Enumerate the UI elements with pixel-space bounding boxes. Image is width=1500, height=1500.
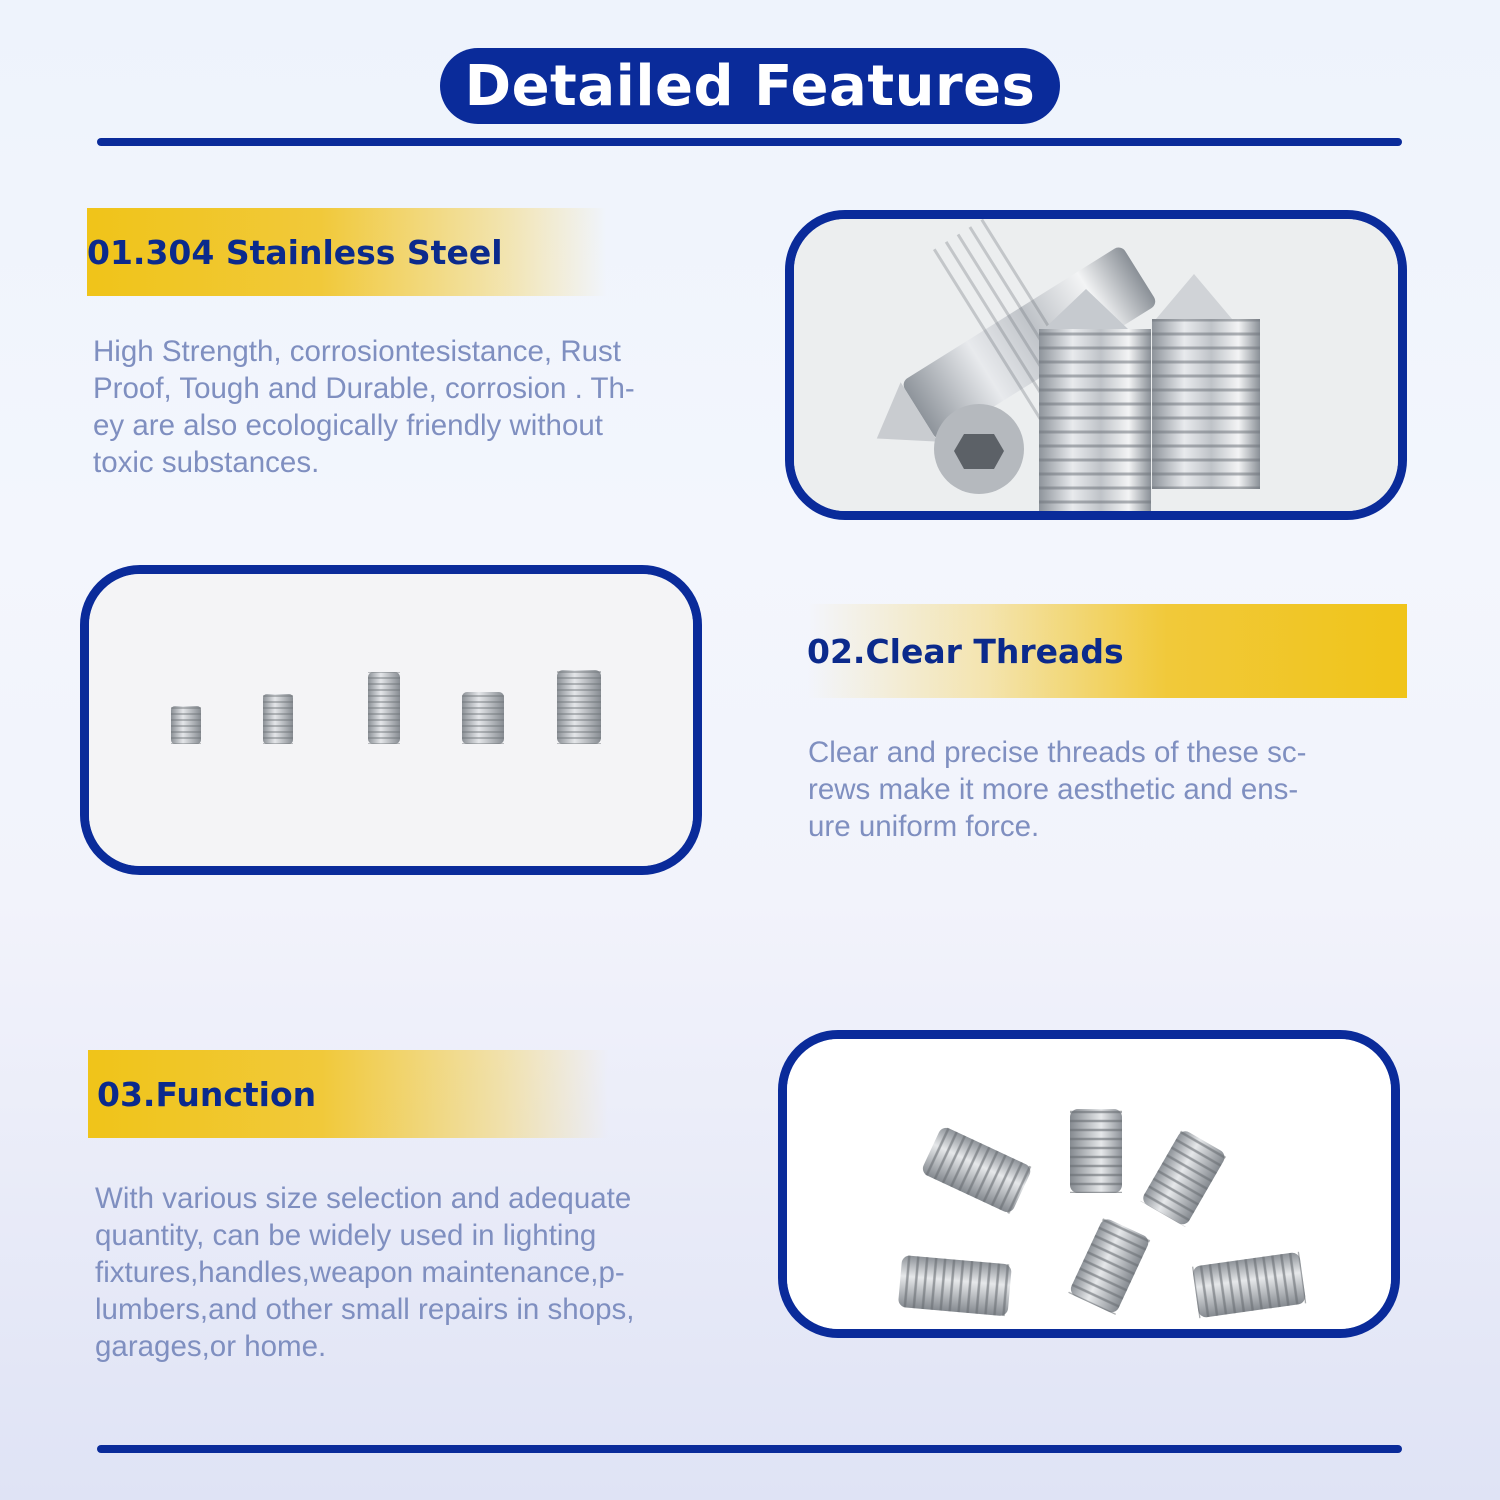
top-divider xyxy=(97,138,1402,146)
feature-1-heading: 01.304 Stainless Steel xyxy=(87,232,503,272)
feature-3-description: With various size selection and adequate quantity, can be widely used in lighting fixtures,handles,weapon maintenance,p- lumbers,and other small repairs in shops, garages,or home. xyxy=(95,1182,635,1363)
page-title: Detailed Features xyxy=(440,48,1060,124)
feature-2-heading: 02.Clear Threads xyxy=(807,631,1124,671)
feature-2-image xyxy=(80,565,702,875)
feature-3-heading: 03.Function xyxy=(97,1074,317,1114)
feature-2-description: Clear and precise threads of these sc- rews make it more aesthetic and ens- ure uniform force. xyxy=(808,736,1307,843)
feature-3-image xyxy=(778,1030,1400,1338)
feature-1-image xyxy=(785,210,1407,520)
feature-2-heading-band xyxy=(807,604,1407,698)
feature-1-description: High Strength, corrosiontesistance, Rust Proof, Tough and Durable, corrosion . Th- ey are also ecologically friendly without toxic substances. xyxy=(93,335,635,479)
bottom-divider xyxy=(97,1445,1402,1453)
feature-1-heading-band xyxy=(87,208,607,296)
feature-3-heading-band xyxy=(88,1050,608,1138)
